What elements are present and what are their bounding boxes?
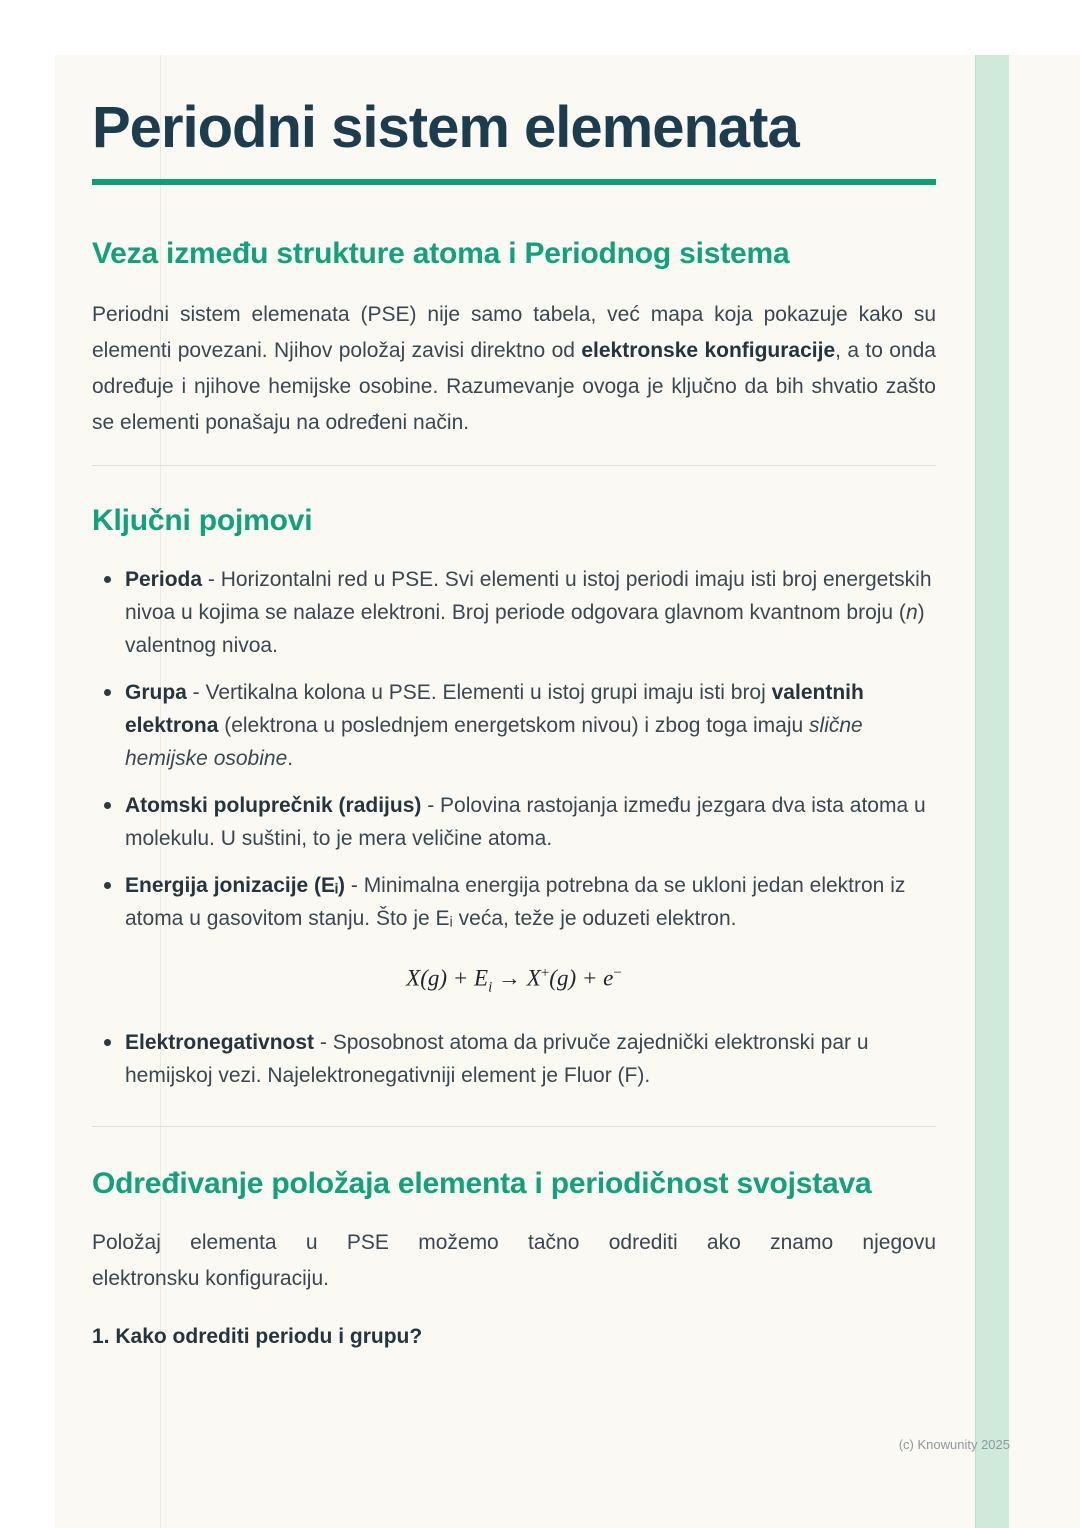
intro-paragraph bbox=[92, 297, 936, 441]
text-segment: . bbox=[287, 746, 294, 770]
text-segment-italic: n bbox=[905, 600, 918, 624]
bullet-icon bbox=[104, 1039, 111, 1046]
text-segment: ) valentnog nivoa. bbox=[125, 600, 925, 657]
term-grupa: Grupa bbox=[125, 680, 187, 704]
list-item-text bbox=[125, 874, 905, 930]
formula-superscript: + bbox=[540, 964, 550, 981]
page-title: Periodni sistem elemenata bbox=[92, 95, 799, 160]
bullet-icon bbox=[104, 882, 111, 889]
term-energija-jonizacije: Energija jonizacije (Eᵢ) bbox=[125, 873, 346, 897]
text-segment: - Sposobnost atoma da privuče zajednički elektronski par u hemijskoj vezi. Najelektronegativniji element je Fluor (F). bbox=[125, 1030, 869, 1087]
list-item-perioda bbox=[92, 563, 936, 662]
list-item-text bbox=[125, 1031, 869, 1087]
term-elektronegativnost: Elektronegativnost bbox=[125, 1030, 315, 1054]
list-item-grupa bbox=[92, 676, 936, 775]
bullet-icon bbox=[104, 802, 111, 809]
bullet-icon bbox=[104, 689, 111, 696]
section-heading-key-terms: Ključni pojmovi bbox=[92, 504, 313, 538]
term-elektronska-konfiguracija: elektronske konfiguracije bbox=[581, 339, 836, 363]
formula-superscript: − bbox=[613, 964, 622, 981]
text-line: Položaj elementa u PSE možemo tačno odrediti ako znamo njegovu bbox=[92, 1231, 936, 1255]
list-item-atomski-poluprecnik bbox=[92, 789, 936, 855]
term-valentni-elektroni: valentnih elektrona bbox=[125, 680, 864, 737]
text-segment-italic: slične hemijske osobine bbox=[125, 713, 863, 770]
term-perioda: Perioda bbox=[125, 567, 203, 591]
subheading-period-group-question: 1. Kako odrediti periodu i grupu? bbox=[92, 1325, 423, 1349]
section-divider bbox=[92, 465, 936, 466]
text-segment: - Minimalna energija potrebna da se ukloni jedan elektron iz atoma u gasovitom stanju. Što je Eᵢ veća, teže je oduzeti elektron. bbox=[125, 873, 906, 930]
section-divider bbox=[92, 1126, 936, 1127]
list-item-text bbox=[125, 681, 864, 770]
list-item-text bbox=[125, 794, 926, 850]
list-item-text bbox=[125, 568, 932, 657]
list-item-elektronegativnost bbox=[92, 1026, 936, 1092]
formula-segment: X(g) + E bbox=[406, 965, 489, 991]
bullet-icon bbox=[104, 576, 111, 583]
footer-credit: (c) Knowunity 2025 bbox=[898, 1437, 1010, 1452]
text-segment: - Horizontalni red u PSE. Svi elementi u istoj periodi imaju isti broj energetskih nivoa u kojima se nalaze elektroni. Broj periode odgovara glavnom kvantnom broju ( bbox=[125, 567, 932, 624]
section-heading-position: Određivanje položaja elementa i periodičnost svojstava bbox=[92, 1166, 872, 1200]
key-terms-list-continued bbox=[92, 1026, 936, 1092]
text-segment: - Polovina rastojanja između jezgara dva ista atoma u molekulu. U suštini, to je mera veličine atoma. bbox=[125, 793, 926, 850]
text-segment: - Vertikalna kolona u PSE. Elementi u istoj grupi imaju isti broj bbox=[186, 680, 772, 704]
key-terms-list bbox=[92, 563, 936, 935]
formula-segment: → X bbox=[492, 965, 541, 991]
ionization-energy-formula bbox=[92, 965, 936, 996]
title-underline-rule bbox=[92, 179, 936, 185]
text-segment: (elektrona u poslednjem energetskom nivou) i zbog toga imaju bbox=[218, 713, 810, 737]
formula-subscript: i bbox=[488, 978, 493, 995]
text-segment: , a to onda određuje i njihove hemijske osobine. Razumevanje ovoga je ključno da bih shvatio zašto se elementi ponašaju na određeni način. bbox=[92, 339, 936, 435]
position-paragraph bbox=[92, 1225, 936, 1297]
document-content bbox=[92, 0, 936, 1349]
section-heading-structure-link: Veza između strukture atoma i Periodnog sistema bbox=[92, 236, 790, 270]
decorative-green-stripe bbox=[975, 55, 1009, 1528]
text-line: elektronsku konfiguraciju. bbox=[92, 1267, 329, 1291]
list-item-energija-jonizacije bbox=[92, 869, 936, 935]
term-atomski-poluprecnik: Atomski poluprečnik (radijus) bbox=[125, 793, 422, 817]
text-segment: Periodni sistem elemenata (PSE) nije samo tabela, već mapa koja pokazuje kako su elementi povezani. Njihov položaj zavisi direktno od bbox=[92, 303, 936, 363]
formula-segment: (g) + e bbox=[549, 965, 614, 991]
